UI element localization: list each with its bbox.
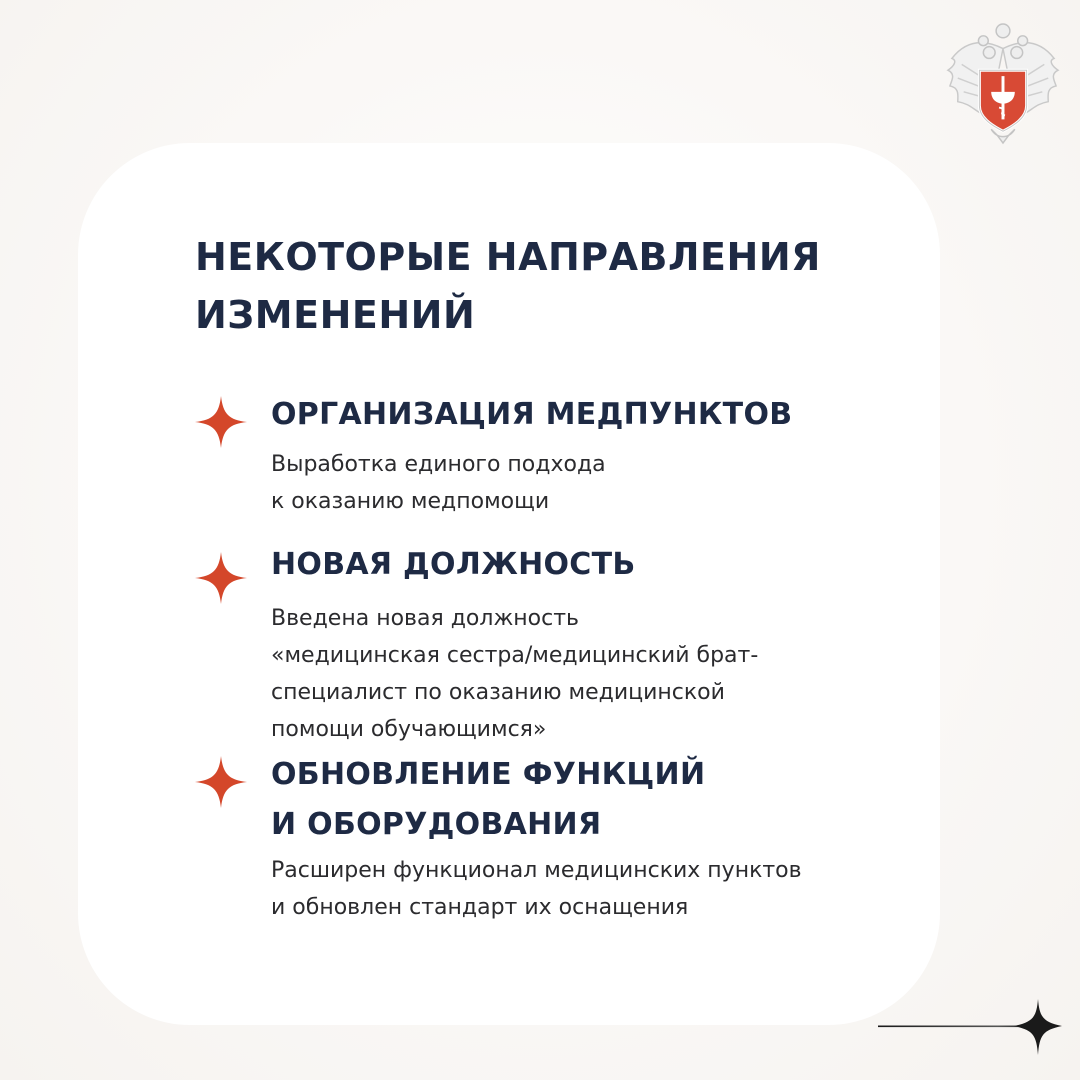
ministry-emblem-icon [944,18,1062,148]
title-line: НЕКОТОРЫЕ НАПРАВЛЕНИЯ [195,235,821,279]
four-point-star-icon [195,396,247,448]
four-point-star-icon [195,756,247,808]
item-description: Выработка единого подхода к оказанию медпомощи [271,452,606,514]
item-heading: ОРГАНИЗАЦИЯ МЕДПУНКТОВ [271,397,793,432]
page-title [195,228,895,344]
item-heading: ОБНОВЛЕНИЕ ФУНКЦИЙ И ОБОРУДОВАНИЯ [271,757,706,842]
item-heading: НОВАЯ ДОЛЖНОСТЬ [271,547,636,582]
item-description: Введена новая должность «медицинская сестра/медицинский брат- специалист по оказанию медицинской помощи обучающимся» [271,606,759,742]
four-point-star-icon [195,552,247,604]
item-description: Расширен функционал медицинских пунктов и обновлен стандарт их оснащения [271,858,802,920]
title-line: ИЗМЕНЕНИЙ [195,293,476,337]
sparkle-line-decoration-icon [878,995,1068,1059]
